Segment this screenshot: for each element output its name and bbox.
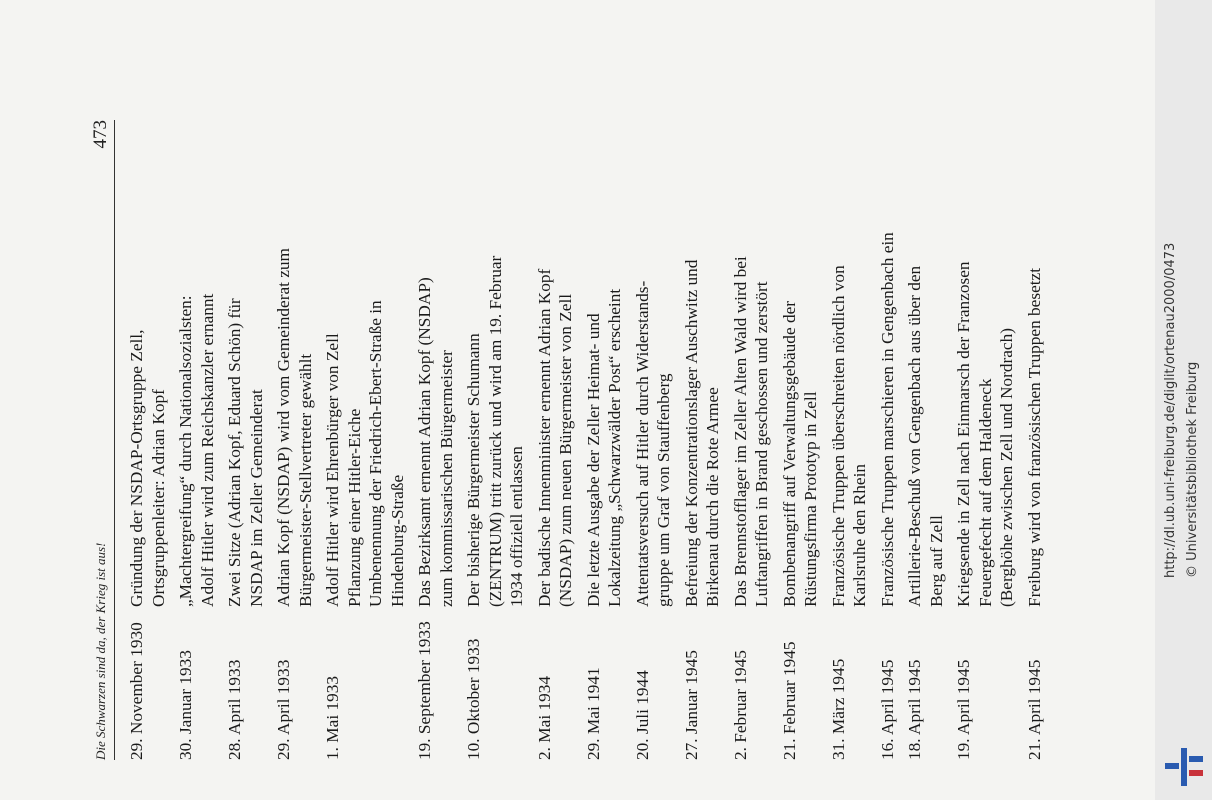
- entry-date: 29. April 1933: [274, 659, 293, 760]
- entry-date: 16. April 1945: [877, 659, 897, 760]
- entry-description-line: Adolf Hitler wird Ehrenbürger von Zell: [323, 333, 342, 607]
- entry-description-line: Adolf Hitler wird zum Reichskanzler ernannt: [197, 293, 217, 607]
- entry-description-line: zum kommissarischen Bürgermeister: [436, 350, 456, 607]
- entry-date: 29. Mai 1941: [583, 667, 603, 760]
- entry-description-line: Der bisherige Bürgermeister Schumann: [464, 333, 483, 607]
- entry-date: 21. Februar 1945: [779, 641, 799, 760]
- chronology-entry: [224, 120, 267, 760]
- entry-description-line: Karlsruhe den Rhein: [850, 463, 869, 607]
- chronology-entry: [322, 120, 408, 760]
- running-header-title: Die Schwarzen sind da, der Krieg ist aus!: [93, 542, 108, 760]
- entry-description-line: NSDAP im Zeller Gemeinderat: [246, 389, 266, 607]
- entry-description: [463, 120, 528, 607]
- entry-date: 27. Januar 1945: [681, 650, 701, 760]
- entry-description-line: Der badische Innenminister ernennt Adrian Kopf: [534, 268, 554, 607]
- chronology-entry: [273, 120, 316, 760]
- source-text: [1163, 3, 1211, 578]
- chronology-entry: [877, 120, 899, 760]
- entry-date: 31. März 1945: [828, 658, 848, 760]
- entry-description: [953, 120, 1018, 607]
- entry-description-line: Ortsgruppenleiter: Adrian Kopf: [148, 389, 168, 607]
- entry-description-line: Umbenennung der Friedrich-Ebert-Straße in: [366, 300, 385, 607]
- entry-description-line: Befreiung der Konzentrationslager Auschwitz und: [681, 259, 701, 607]
- logo-bar-right: [1189, 756, 1203, 762]
- entry-description-line: Adrian Kopf (NSDAP) wird vom Gemeinderat zum: [274, 248, 293, 607]
- entry-description: [534, 120, 577, 607]
- chronology-entry: [904, 120, 947, 760]
- chronology-entry: [583, 120, 626, 760]
- entry-description-line: „Machtergreifung“ durch Nationalsozialsten:: [176, 295, 195, 607]
- entry-description-line: (ZENTRUM) tritt zurück und wird am 19. Februar: [485, 255, 505, 607]
- chronology-entry: [953, 120, 1018, 760]
- entry-description-line: gruppe um Graf von Stauffenberg: [654, 373, 673, 607]
- entry-description-line: Französische Truppen marschieren in Gengenbach ein: [877, 232, 897, 607]
- entry-description-line: Pflanzung einer Hitler-Eiche: [344, 408, 364, 607]
- entry-description-line: Berg auf Zell: [926, 515, 946, 607]
- entry-description-line: Die letzte Ausgabe der Zeller Heimat- und: [583, 313, 603, 607]
- entry-description-line: (Berghöhe zwischen Zell und Nordrach): [997, 328, 1016, 607]
- entry-date: 2. Mai 1934: [534, 675, 554, 760]
- entry-date: 29. November 1930: [127, 622, 146, 760]
- chronology-entry: [681, 120, 724, 760]
- entry-description: [126, 120, 169, 607]
- entry-date: 18. April 1945: [905, 659, 924, 760]
- chronology-entry: [534, 120, 577, 760]
- chronology-entry: [632, 120, 675, 760]
- entry-description-line: Bürgermeister-Stellvertreter gewählt: [295, 353, 315, 607]
- entry-date: 21. April 1945: [1024, 659, 1044, 760]
- entry-description-line: Französische Truppen überschreiten nördlich von: [828, 265, 848, 607]
- chronology-list: [126, 120, 1051, 760]
- chronology-entry: [779, 120, 822, 760]
- page-content: [82, 120, 1142, 760]
- entry-description-line: Feuergefecht auf dem Haldeneck: [975, 378, 995, 607]
- entry-description: [1024, 120, 1046, 607]
- entry-date: 28. April 1933: [225, 659, 244, 760]
- entry-date: 20. Juli 1944: [632, 670, 652, 760]
- entry-date: 1. Mai 1933: [323, 675, 342, 760]
- entry-description: [175, 120, 218, 607]
- entry-description-line: Kriegsende in Zell nach Einmarsch der Franzosen: [954, 261, 973, 607]
- entry-date: 30. Januar 1933: [176, 650, 195, 760]
- chronology-entry: [1024, 120, 1046, 760]
- chronology-entry: [463, 120, 528, 760]
- ub-freiburg-logo-icon: [1163, 746, 1205, 788]
- chronology-entry: [414, 120, 457, 760]
- chronology-entry: [126, 120, 169, 760]
- entry-date: 2. Februar 1945: [730, 650, 750, 760]
- entry-description: [779, 120, 822, 607]
- source-url[interactable]: http://dl.ub.uni-freiburg.de/diglit/ortenau2000/0473: [1163, 242, 1178, 578]
- entry-description-line: Rüstungsfirma Prototyp in Zell: [801, 391, 820, 607]
- entry-description-line: Hindenburg-Straße: [387, 474, 407, 607]
- entry-description-line: Zwei Sitze (Adrian Kopf, Eduard Schön) für: [225, 298, 244, 607]
- entry-description-line: Birkenau durch die Rote Armee: [703, 387, 722, 607]
- entry-description: [322, 120, 408, 607]
- logo-bar-left: [1165, 763, 1179, 769]
- entry-description-line: 1934 offiziell entlassen: [507, 446, 526, 607]
- entry-description-line: Gründung der NSDAP-Ortsgruppe Zell,: [127, 329, 146, 607]
- logo-bar-right-low: [1189, 770, 1203, 776]
- header-rule: [114, 120, 115, 760]
- entry-date: 19. September 1933: [415, 621, 434, 760]
- entry-description-line: Luftangriffen in Brand geschossen und zerstört: [752, 281, 771, 607]
- copyright-notice: © Universitätsbibliothek Freiburg: [1185, 361, 1200, 578]
- chronology-entry: [828, 120, 871, 760]
- entry-description-line: (NSDAP) zum neuen Bürgermeister von Zell: [556, 293, 575, 607]
- chronology-entry: [175, 120, 218, 760]
- entry-description: [877, 120, 899, 607]
- entry-description-line: Das Bezirksamt ernennt Adrian Kopf (NSDAP): [415, 277, 434, 607]
- entry-description: [681, 120, 724, 607]
- entry-description: [583, 120, 626, 607]
- running-header: [82, 120, 112, 760]
- entry-description: [904, 120, 947, 607]
- entry-description: [828, 120, 871, 607]
- entry-description-line: Bombenangriff auf Verwaltungsgebäude der: [779, 300, 799, 607]
- entry-description-line: Freiburg wird von französischen Truppen besetzt: [1024, 267, 1044, 607]
- entry-description: [414, 120, 457, 607]
- logo-bar-vertical: [1181, 748, 1187, 786]
- entry-date: 19. April 1945: [954, 659, 973, 760]
- entry-description: [632, 120, 675, 607]
- entry-description: [224, 120, 267, 607]
- chronology-entry: [730, 120, 773, 760]
- entry-date: 10. Oktober 1933: [464, 638, 483, 760]
- entry-description-line: Artillerie-Beschuß von Gengenbach aus über den: [905, 265, 924, 607]
- entry-description-line: Attentatsversuch auf Hitler durch Widerstands-: [632, 280, 652, 607]
- entry-description: [273, 120, 316, 607]
- entry-description: [730, 120, 773, 607]
- entry-description-line: Das Brennstofflager im Zeller Alten Wald wird bei: [730, 256, 750, 607]
- page-number: 473: [90, 120, 111, 149]
- entry-description-line: Lokalzeitung „Schwarzwälder Post“ erscheint: [605, 288, 624, 607]
